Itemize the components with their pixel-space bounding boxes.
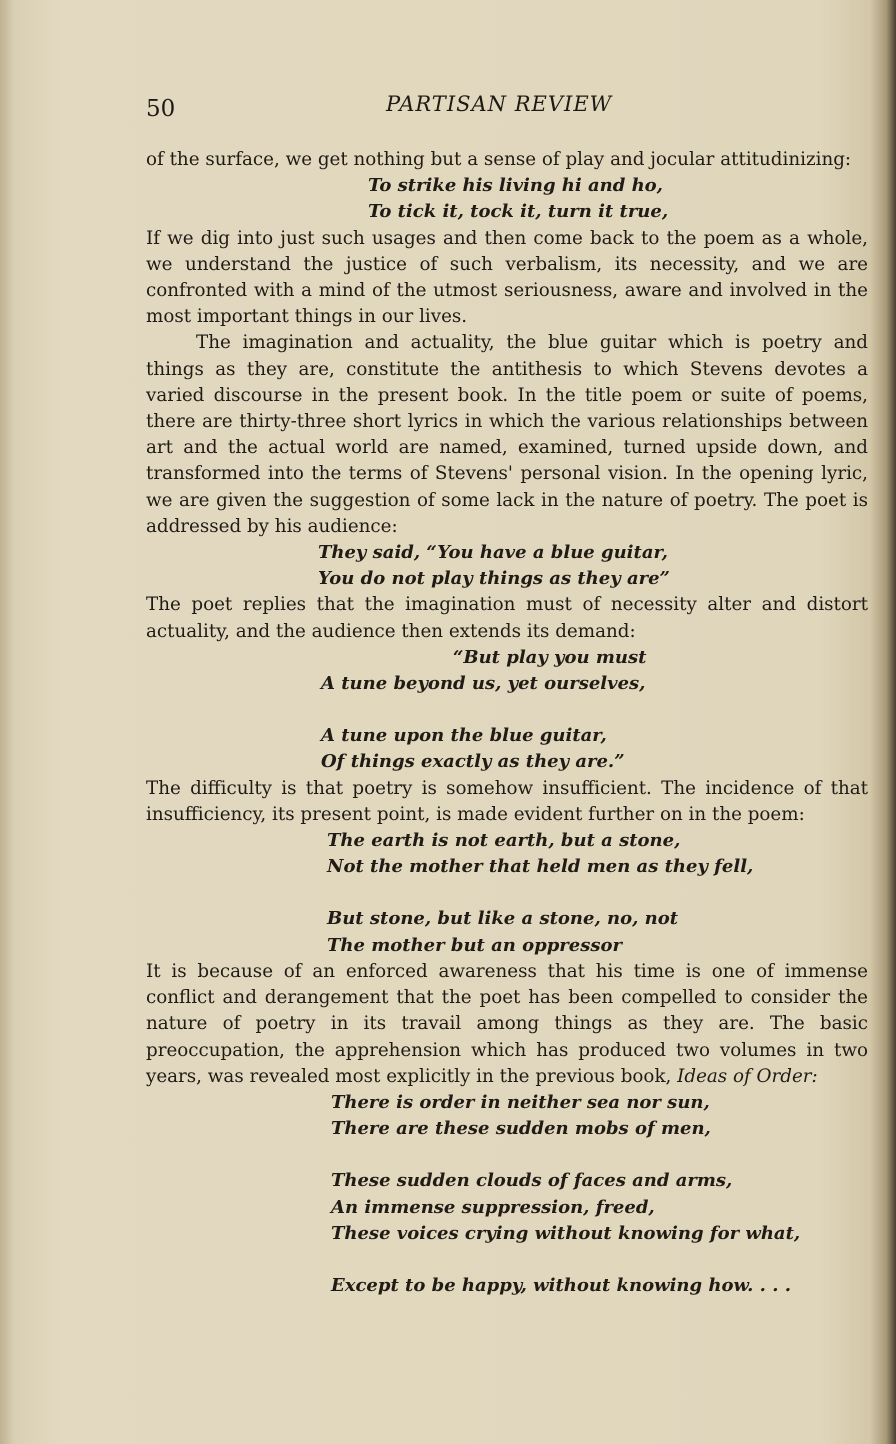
verse-line: To tick it, tock it, turn it true, [368, 201, 669, 223]
paragraph-6-text: It is because of an enforced awareness that his time is one of immense conflict and derangement that the poet has been compelled to consider the nature of poetry in its travail among things as they are. The basic preoccupation, the apprehension which has produced two volumes in two years, was revealed most explicitly in the previous book, [146, 960, 868, 1087]
verse-line: They said, “You have a blue guitar, [318, 542, 668, 564]
verse-line: A tune upon the blue guitar, [321, 725, 607, 747]
verse-line: Of things exactly as they are.” [321, 751, 625, 773]
stanza-gap [327, 880, 868, 906]
book-title: Ideas of Order: [677, 1065, 818, 1087]
running-title: PARTISAN REVIEW [386, 92, 613, 116]
paragraph-3: The imagination and actuality, the blue guitar which is poetry and things as they are, constitute the antithesis to which Stevens devotes a varied discourse in the present book. In the title poem or suite of poems, there are thirty-three short lyrics in which the various relationships between art and the actual world are named, examined, turned upside down, and transformed into the terms of Stevens' personal vision. In the opening lyric, we are given the suggestion of some lack in the nature of poetry. The poet is addressed by his audience: [146, 332, 868, 537]
page-header [146, 88, 866, 128]
verse-line: These sudden clouds of faces and arms, [331, 1170, 733, 1192]
verse-line: The mother but an oppressor [327, 934, 622, 956]
verse-line: Not the mother that held men as they fell, [327, 856, 754, 878]
verse-quote-4 [327, 828, 868, 959]
stanza-gap [331, 1142, 868, 1168]
body-text [146, 147, 868, 1299]
verse-quote-2 [318, 540, 868, 592]
paragraph-6 [146, 959, 868, 1090]
verse-line: There is order in neither sea nor sun, [331, 1091, 710, 1113]
verse-line: “But play you must [453, 646, 647, 668]
paragraph-5: The difficulty is that poetry is somehow insufficient. The incidence of that insufficiency, its present point, is made evident further on in the poem: [146, 777, 868, 825]
paragraph-4: The poet replies that the imagination must of necessity alter and distort actuality, and the audience then extends its demand: [146, 594, 868, 642]
paragraph-2: If we dig into just such usages and then come back to the poem as a whole, we understand the justice of such verbalism, its necessity, and we are confronted with a mind of the utmost seriousness, aware and involved in the most important things in our lives. [146, 227, 868, 328]
verse-quote-5 [331, 1090, 868, 1299]
verse-line: These voices crying without knowing for what, [331, 1222, 801, 1244]
verse-quote-3 [321, 645, 868, 776]
verse-line: The earth is not earth, but a stone, [327, 830, 681, 852]
verse-line: There are these sudden mobs of men, [331, 1118, 711, 1140]
verse-line: A tune beyond us, yet ourselves, [321, 673, 646, 695]
page-number: 50 [146, 96, 176, 122]
stanza-gap [321, 697, 868, 723]
verse-line: To strike his living hi and ho, [368, 175, 663, 197]
verse-line: Except to be happy, without knowing how. . . . [331, 1274, 792, 1296]
paragraph-1: of the surface, we get nothing but a sense of play and jocular attitudinizing: [146, 149, 852, 170]
stanza-gap [331, 1247, 868, 1273]
verse-line: An immense suppression, freed, [331, 1196, 655, 1218]
verse-line: You do not play things as they are” [318, 568, 670, 590]
verse-quote-1 [368, 173, 868, 225]
verse-line: But stone, but like a stone, no, not [327, 908, 679, 930]
